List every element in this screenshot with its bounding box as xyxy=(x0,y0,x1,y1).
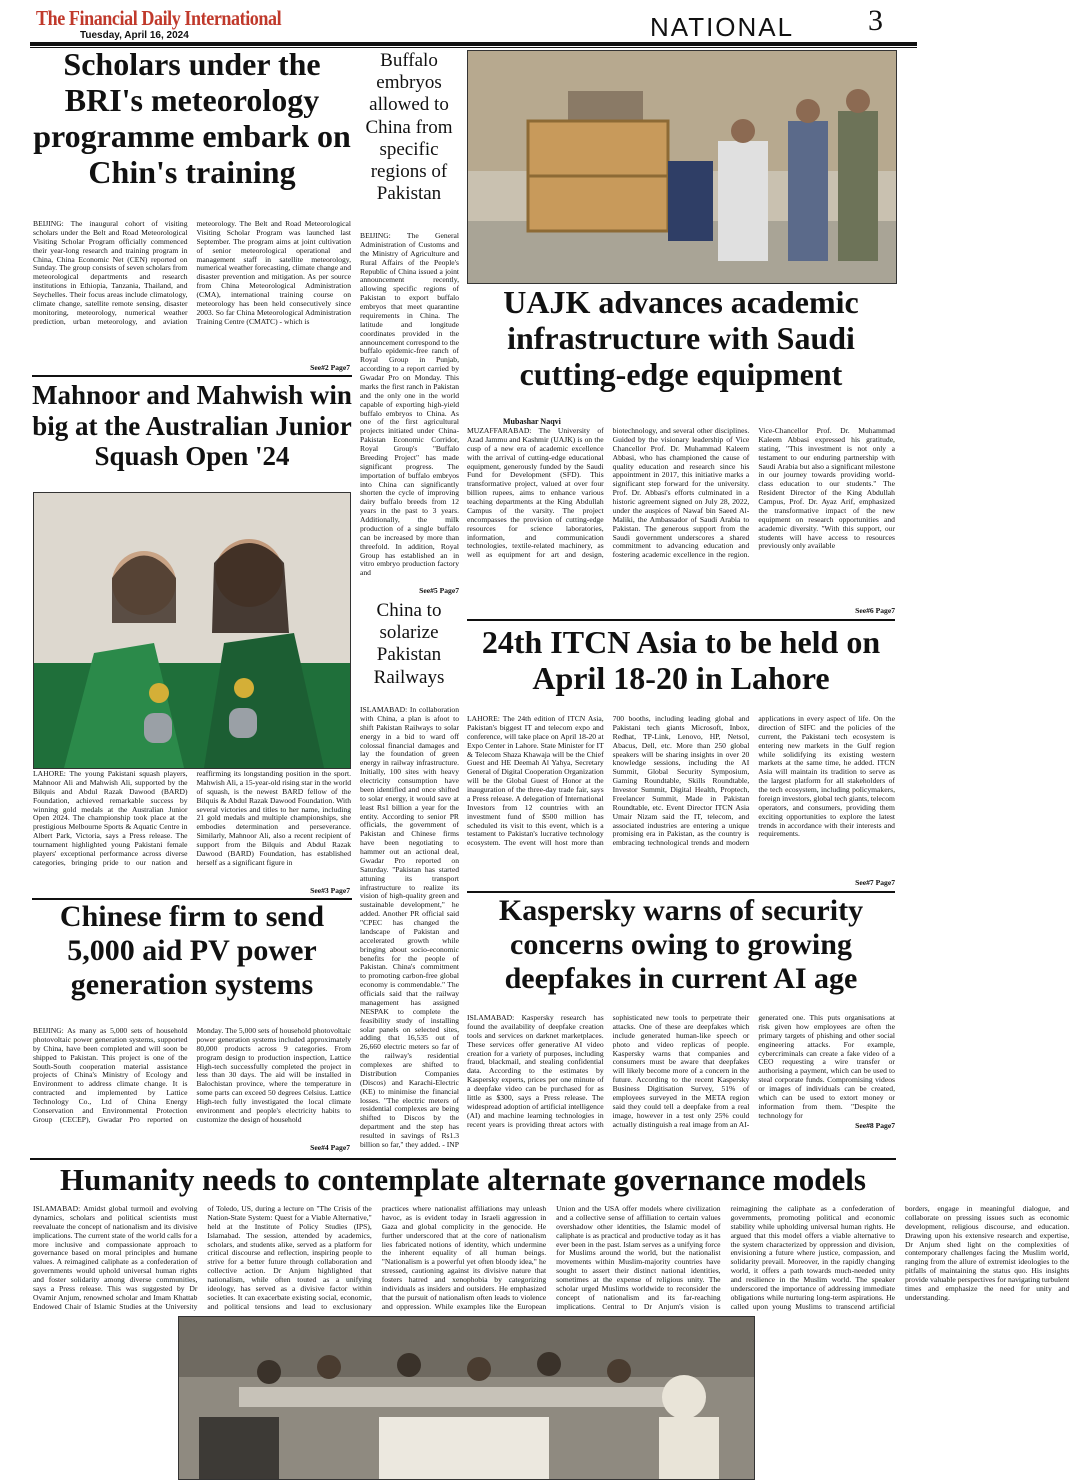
divider xyxy=(32,375,352,377)
railways-body: ISLAMABAD: In collaboration with China, a plan is afoot to shift Pakistan Railways to solar energy in a bid to ward off colossal financial damages and lay the foundation of green energy in railway infrastructure. Initially, 100 sites with heavy electricity consumption have been identified and once shifted to solar energy, it would save at least Rs1 billion a year for the entity. According to senior PR officials, the government of Pakistan and Chinese firms have been negotiating to hammer out an actional deal, Gwadar Pro reported on Saturday. "Pakistan has started attuning its transport infrastructure to realize its vision of high-quality green and sustainable development," he added. Another PR official said "CPEC has changed the landscape of Pakistan and accelerated growth while bringing about socio-economic benefits for the people of Pakistan. China's commitment to promoting carbon-free global economy is commendable." The officials said that the railway management has assigned NESPAK to complete the feasibility study of installing solar panels on selected sites, adding that 16,535 out of 26,660 electric meters so far of the railway's residential complexes are shifted to Distribution Companies (Discos) and Karachi-Electric (KE) to minimise the financial losses. "The electric meters of residential complexes are being shifted to Discos by the department and the step has resulted in savings of Rs1.3 billion so far," they added. - INP xyxy=(360,705,459,1149)
uajk-photo-image xyxy=(468,51,896,283)
divider xyxy=(30,1158,896,1160)
railways-headline: China to solarize Pakistan Railways xyxy=(373,600,445,688)
itcn-headline: 24th ITCN Asia to be held on April 18-20 in Lahore xyxy=(481,624,881,697)
squash-headline: Mahnoor and Mahwish win big at the Australian Junior Squash Open '24 xyxy=(32,380,352,471)
squash-continued: See#3 Page7 xyxy=(310,886,350,895)
humanity-headline: Humanity needs to contemplate alternate governance models xyxy=(60,1162,866,1197)
uajk-body: MUZAFFARABAD: The University of Azad Jammu and Kashmir (UAJK) is on the cusp of a new era of academic excellence with the arrival of cutting-edge educational equipment, generously funded by the Saudi Fund for Development (SFD). This transformative project, valued at over four billion rupees, aims to enhance various teaching departments at the King Abdullah Campus of the varsity. The project encompasses the provision of cutting-edge resources for science laboratories, information, and communication technologies, textile-related machinery, as well as equipment for art and design, biotechnology, and several other disciplines. Guided by the visionary leadership of Vice Chancellor Prof. Dr. Muhammad Kaleem Abbasi, who has championed the cause of quality education and research since his appointment in 2017, this initiative marks a significant step forward for the university. Prof. Dr. Abbasi's efforts culminated in a historic agreement signed on July 28, 2022, under the auspices of Nawaf bin Saeed Al-Maliki, the Ambassador of Saudi Arabia to Pakistan. The generous support from the Saudi government underscores a shared commitment to advancing education and fostering academic excellence in the region. Vice-Chancellor Prof. Dr. Muhammad Kaleem Abbasi expressed his gratitude, stating, "This investment is not only a testament to our enduring partnership with Saudi Arabia but also a significant milestone in our journey towards providing world-class education to our students." The Resident Director of the King Abdullah Campus, Prof. Dr. Ayaz Arif, emphasized the transformative impact of the new equipment on research opportunities and academic diversity. "With this support, our students will have access to resources previously only available xyxy=(467,426,895,560)
scholars-body: BEIJING: The inaugural cohort of visiting scholars under the Belt and Road Meteorological Visiting Scholar Program officially commenced their year-long research and training program in China, China Economic Net (CEN) reported on Sunday. The group consists of seven scholars from meteorological departments and research institutions in Ethiopia, Tanzania, Thailand, and Seychelles. Their focus areas include climatology, climate change, satellite remote sensing, disaster monitoring, meteorology, numerical weather prediction, urban meteorology, and aviation meteorology. The Belt and Road Meteorological Visiting Scholar Program was launched last September. The program aims at joint cultivation of senior meteorological operational and management staff in satellite meteorology, numerical weather forecasting, climate change and disaster prevention and mitigation. As per source from China Meteorological Administration (CMA), international training course on meteorology has been held consecutively since 2003. So far China Meteorological Administration Training Centre (CMATC) - which is xyxy=(33,219,351,326)
dateline: Tuesday, April 16, 2024 xyxy=(80,30,189,41)
humanity-photo-image xyxy=(179,1317,754,1479)
section-name: NATIONAL xyxy=(650,12,795,42)
uajk-byline: Mubashar Naqvi xyxy=(503,417,561,426)
buffalo-body: BEIJING: The General Administration of Customs and the Ministry of Agriculture and Rural Affairs of the People's Republic of China issued a joint announcement recently, allowing specific regions of Pakistan to export buffalo embryos that meet quarantine requirements in China. The latitude and longitude coordinates provided in the announcement correspond to the buffalo epidemic-free ranch of Royal Group in Punjab, according to a report carried by Gwadar Pro on Monday. This marks the first ranch in Pakistan and the only one in the world capable of exporting high-yield buffalo embryos to China. As one of the first agricultural projects initiated under China-Pakistan Economic Corridor, Royal Group's "Buffalo Breeding Project" has made significant progress. The importation of buffalo embryos into China can significantly shorten the cycle of improving dairy buffalo breeds from 12 years in the past to 3 years. Additionally, the milk production of a single buffalo can be increased by more than threefold. In addition, Royal Group has established an in vitro embryo production factory and xyxy=(360,231,459,578)
scholars-headline: Scholars under the BRI's meteorology programme embark on Chin's training xyxy=(33,46,351,191)
buffalo-continued: See#5 Page7 xyxy=(419,586,459,595)
uajk-photo xyxy=(467,50,897,284)
humanity-photo xyxy=(178,1316,755,1480)
kaspersky-headline: Kaspersky warns of security concerns owing to growing deepfakes in current AI age xyxy=(498,894,864,995)
masthead-title: The Financial Daily International xyxy=(36,6,282,30)
uajk-headline: UAJK advances academic infrastructure with Saudi cutting-edge equipment xyxy=(503,284,859,393)
itcn-continued: See#7 Page7 xyxy=(855,878,895,887)
pv-body: BEIJING: As many as 5,000 sets of household photovoltaic power generation systems, supported by China, have been completed and will soon be shipped to Pakistan. This project is one of the South-South cooperation material assistance projects of China's Ministry of Ecology and Environment to address climate change. It is contracted and implemented by Lattice Technology Co., Ltd of China Energy Conservation and Environmental Protection Group (CECEP), Gwadar Pro reported on Monday. The 5,000 sets of household photovoltaic power generation systems included approximately 80,000 products across 9 categories. From program design to production inspection, Lattice High-tech successfully completed the project in less than 30 days. The aid will be installed in Balochistan province, where the temperature in some parts can exceed 50 degrees Celsius. Lattice High-tech fully investigated the local climate environment and people's electricity habits to customize the design of household xyxy=(33,1026,351,1124)
squash-body: LAHORE: The young Pakistani squash players, Mahnoor Ali and Mahwish Ali, supported by the Bilquis and Abdul Razak Dawood (BARD) Foundation, achieved remarkable success by winning gold medals at the Australian Junior Open 2024. The championship took place at the prestigious Melbourne Sports & Aquatic Centre in Albert Park, Victoria, says a Press release. The tournament highlighted young Pakistani female players' exceptional performance across diverse categories, bringing pride to our nation and reaffirming its longstanding position in the sport. Mahwish Ali, a 15-year-old rising star in the world of squash, is the newest BARD fellow of the Bilquis & Abdul Razak Dawood Foundation. With several victories and titles to her name, including 21 gold medals and multiple championships, she embodies determination and perseverance. Similarly, Mahnoor Ali, also a recent recipient of support from the Bilquis and Abdul Razak Dawood (BARD) Foundation, has established herself as a significant figure in xyxy=(33,769,351,867)
kaspersky-body: ISLAMABAD: Kaspersky research has found the availability of deepfake creation tools and services on darknet marketplaces. These services offer generative AI video creation for a variety of purposes, including fraud, blackmail, and stealing confidential data. According to the estimates by Kaspersky experts, prices per one minute of a deepfake video can be purchased for as little as $300, says a Press release. The widespread adoption of artificial intelligence (AI) and machine learning technologies in recent years is providing threat actors with sophisticated new tools to perpetrate their attacks. One of these are deepfakes which include generated human-like speech or photo and video replicas of people. Kaspersky warns that companies and consumers must be aware that deepfakes will likely become more of a concern in the future. According to the recent Kaspersky Business Digitisation Survey, 51% of employees surveyed in the META region said they could tell a deepfake from a real image, however in a test only 25% could actually distinguish a real image from an AI-generated one. This puts organisations at risk given how employees are often the primary targets of phishing and other social engineering attacks. For example, cybercriminals can create a fake video of a CEO requesting a wire transfer or authorising a payment, which can be used to steal corporate funds. Compromising videos or images of individuals can be created, which can be used to extort money or information from them. "Despite the technology for xyxy=(467,1013,895,1129)
buffalo-headline: Buffalo embryos allowed to China from specific regions of Pakistan xyxy=(365,50,453,205)
squash-photo xyxy=(33,492,351,769)
divider xyxy=(467,619,895,621)
page-number: 3 xyxy=(868,4,883,37)
itcn-body: LAHORE: The 24th edition of ITCN Asia, Pakistan's biggest IT and telecom expo and conference, will take place on April 18-20 at Expo Center in Lahore. State Minister for IT & Telecom Shaza Khawaja will be the Chief Guest and HE Deemah Al Yahya, Secretary General of Digital Cooperation Organization will be the Global Guest of Honor at the inauguration of the three-day trade fair, says a Press release. A delegation of International Investors from 12 countries with an investment fund of $500 million has scheduled its visit to this event, which is a testament to Pakistan's lucrative technology ecosystem. The event will host more than 700 booths, including leading global and Pakistani tech giants Microsoft, Inbox, Redhat, TP-Link, Lenovo, HP, Netsol, Abacus, Dell, etc. More than 250 global speakers will be sharing insights in over 20 knowledge sessions, including the AI Summit, Global Security Symposium, Gaming Roundtable, Skills Roundtable, Investor Summit, Digital Health, Proptech, Freelancer Summit, Made in Pakistan Roundtable, etc. Event Director ITCN Asia Umair Nizam said the IT, telecom, and associated industries are entering a unique promising era in Pakistan, as the country is embracing technological trends and modern applications in every aspect of life. On the direction of SIFC and the policies of the current, the Pakistani tech ecosystem is entering new markets in the Gulf region while solidifying its existing western markets at the same time, he added. ITCN Asia will maintain its tradition to serve as the largest platform for all stakeholders of the tech ecosystem, including policymakers, foreign investors, global tech giants, telecom operators, and consumers, providing them exciting opportunities to explore the latest trends in accordance with their interests and requirements. xyxy=(467,714,895,848)
humanity-body: ISLAMABAD: Amidst global turmoil and evolving dynamics, scholars and political scientists must reevaluate the concept of nationalism and its divisive implications. The current state of the world calls for a more inclusive and compassionate approach to governance based on moral principles and humane values. A reimagined caliphate as a confederation of governments would uphold universal human rights and foster solidarity among diverse communities, says a Press release. This was suggested by Dr Ovamir Anjum, renowned scholar and Imam Khattab Endowed Chair of Islamic Studies at the University of Toledo, US, during a lecture on "The Crisis of the Nation-State System: Quest for a Viable Alternative," held at the Institute of Policy Studies (IPS), Islamabad. The session, attended by academics, scholars, and students alike, served as a platform for critical discourse and reflection, inspiring people to strive for a better future through collaboration and collective action. Dr Anjum highlighted that nationalism, while often touted as a unifying ideology, has served as a divisive factor within societies. It can exacerbate existing social, economic, and political tensions and lead to exclusionary practices where nationalist affiliations may unleash havoc, as is evident today in Israeli aggression in Gaza and global complicity in the genocide. He further underscored that at the core of nationalism lies fabricated notions of identity, which undermine the inherent equality of all human beings. "Nationalism is a powerful yet often bloody idea," he stressed, cautioning against its divisive nature that fosters hatred and xenophobia by categorizing individuals as insiders and outsiders. He emphasized that the pursuit of nationalism often leads to violence and oppression. While examples like the European Union and the USA offer models where civilization and a collective sense of affiliation to certain values overshadow other identities, the Islamic model of caliphate is as practical and productive today as it has ever been in the past. Islam serves as a unifying force for Muslims around the world, but the nationalist movements within Muslim-majority countries have sought to assert their distinct national identities, sometimes at the expense of religious unity. The scholar urged Muslims worldwide to reconsider the concept of nationalism and its far-reaching implications. Central to Dr Anjum's vision is reimagining the caliphate as a confederation of governments, promoting political and economic stability while upholding universal human rights. He argued that this model offers a viable alternative to the system characterized by oppression and division, envisioning a future where justice, compassion, and solidarity prevail. Moreover, in the rapidly changing world, it offers a path towards much-needed unity and resilience in the Muslim world. The speaker underscored the importance of addressing immediate obligations while nurturing long-term aspirations. He called upon young Muslims to transcend artificial borders, engage in meaningful dialogue, and collaborate on pressing issues such as economic development, religious discourse, and education. Drawing upon his extensive research and expertise, Dr Anjum shed light on the complexities of contemporary challenges facing the Muslim world, ranging from the allure of extremist ideologies to the pitfalls of maintaining the status quo. His insights provide valuable perspectives for navigating turbulent times and emphasize the need for unity and understanding. xyxy=(33,1204,1069,1311)
squash-photo-image xyxy=(34,493,350,768)
uajk-continued: See#6 Page7 xyxy=(855,606,895,615)
pv-continued: See#4 Page7 xyxy=(310,1143,350,1152)
kaspersky-continued: See#8 Page7 xyxy=(855,1121,895,1130)
humanity-body-right xyxy=(760,1318,895,1478)
humanity-body-left xyxy=(33,1318,171,1478)
divider xyxy=(467,891,895,893)
scholars-continued: See#2 Page7 xyxy=(310,363,350,372)
pv-headline: Chinese firm to send 5,000 aid PV power generation systems xyxy=(59,900,325,1001)
